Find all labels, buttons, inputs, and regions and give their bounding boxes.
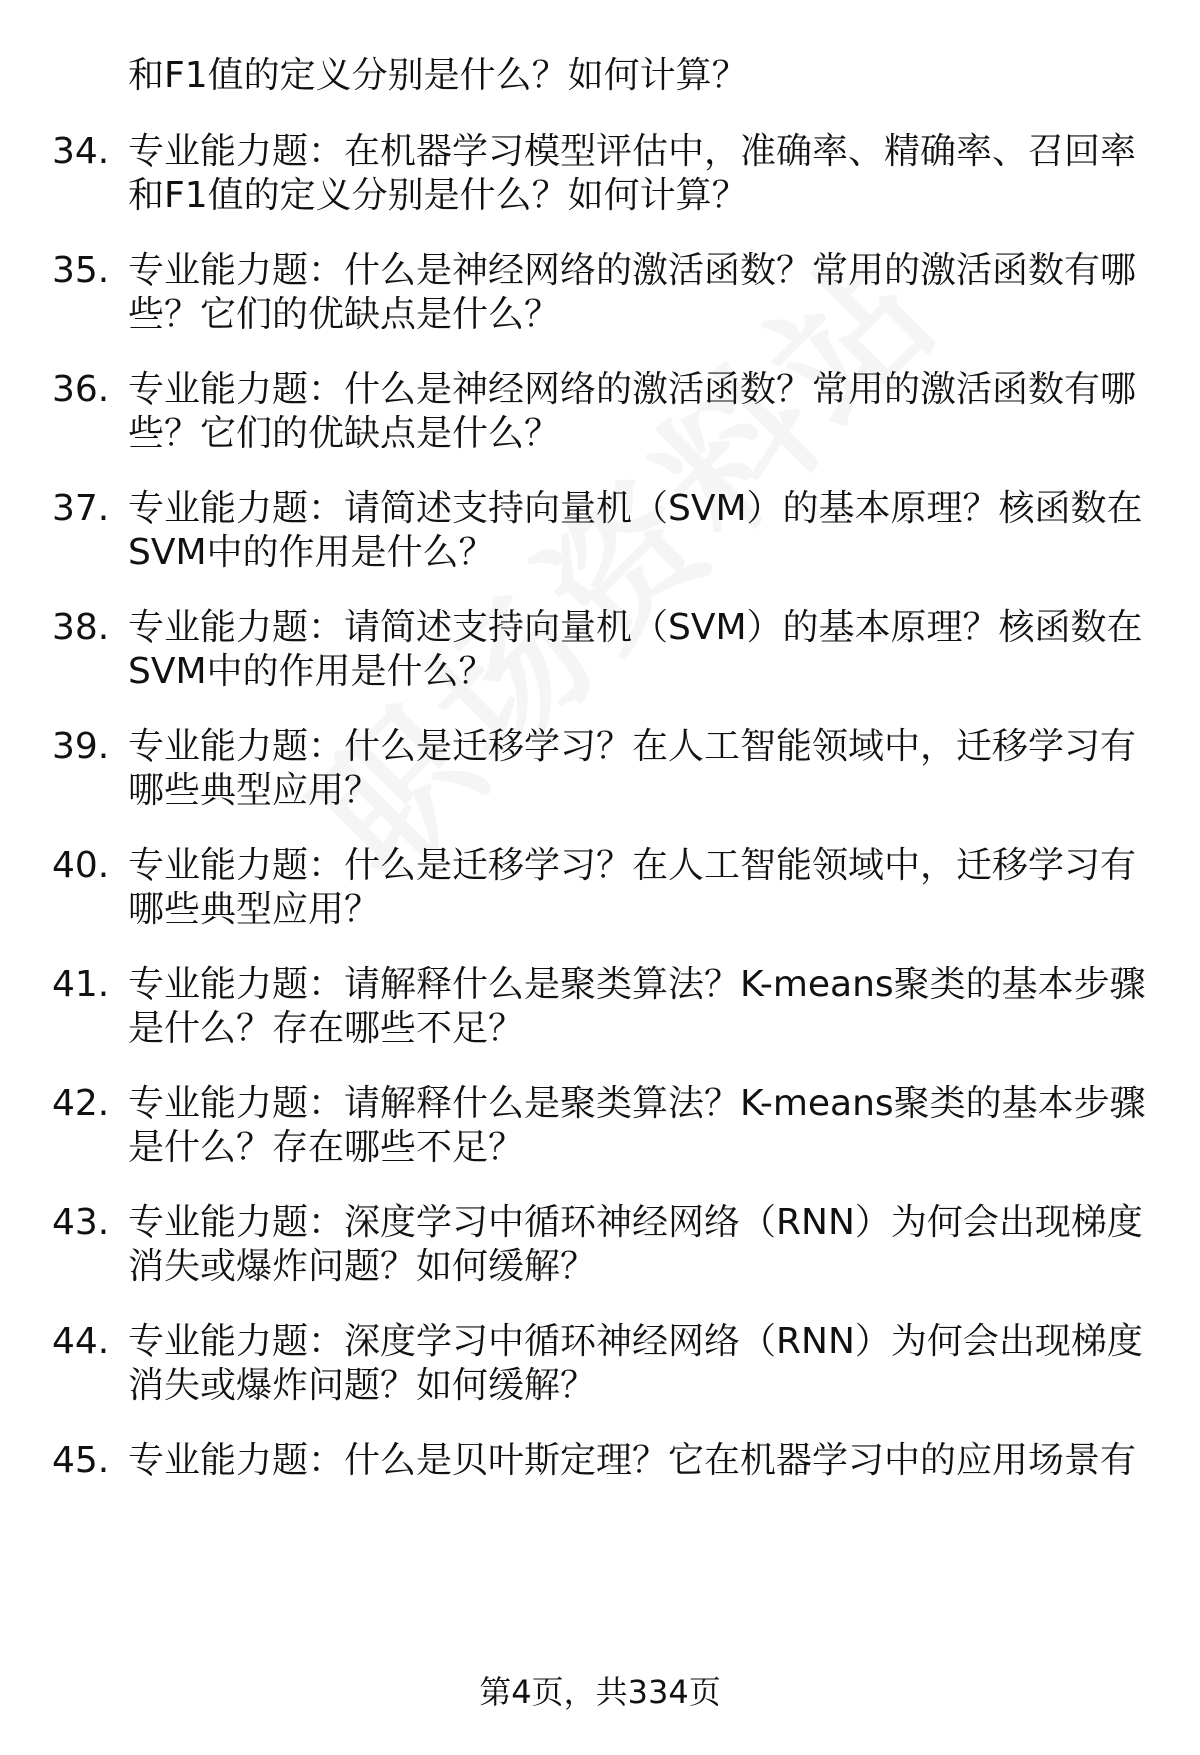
question-text-line: 是什么？存在哪些不足？	[128, 1127, 525, 1168]
question-text-line: 专业能力题：请简述支持向量机（SVM）的基本原理？核函数在	[128, 488, 1143, 529]
question-text-line: 专业能力题：什么是迁移学习？在人工智能领域中，迁移学习有	[128, 726, 1137, 767]
question-number: 39.	[52, 726, 110, 767]
question-text-line: SVM中的作用是什么？	[128, 532, 495, 573]
question-text-line: 专业能力题：请解释什么是聚类算法？K-means聚类的基本步骤	[128, 1083, 1146, 1124]
question-text-line: 专业能力题：深度学习中循环神经网络（RNN）为何会出现梯度	[128, 1321, 1143, 1362]
question-continuation-line: 和F1值的定义分别是什么？如何计算？	[128, 55, 748, 96]
question-text-line: 些？它们的优缺点是什么？	[128, 413, 561, 454]
question-text-line: 和F1值的定义分别是什么？如何计算？	[128, 175, 748, 216]
question-text-line: 专业能力题：在机器学习模型评估中，准确率、精确率、召回率	[128, 131, 1137, 172]
question-number: 43.	[52, 1202, 110, 1243]
question-number: 45.	[52, 1440, 110, 1481]
question-number: 41.	[52, 964, 110, 1005]
question-text-line: 专业能力题：什么是贝叶斯定理？它在机器学习中的应用场景有	[128, 1440, 1137, 1481]
question-number: 42.	[52, 1083, 110, 1124]
question-text-line: 专业能力题：请简述支持向量机（SVM）的基本原理？核函数在	[128, 607, 1143, 648]
question-text-line: 专业能力题：深度学习中循环神经网络（RNN）为何会出现梯度	[128, 1202, 1143, 1243]
question-text-line: 消失或爆炸问题？如何缓解？	[128, 1246, 597, 1287]
question-text-line: 些？它们的优缺点是什么？	[128, 294, 561, 335]
question-text-line: 消失或爆炸问题？如何缓解？	[128, 1365, 597, 1406]
page-number-footer: 第4页，共334页	[479, 1673, 721, 1711]
question-number: 34.	[52, 131, 110, 172]
question-text-line: 专业能力题：什么是神经网络的激活函数？常用的激活函数有哪	[128, 250, 1137, 291]
question-number: 38.	[52, 607, 110, 648]
question-text-line: SVM中的作用是什么？	[128, 651, 495, 692]
question-number: 37.	[52, 488, 110, 529]
question-text-line: 专业能力题：请解释什么是聚类算法？K-means聚类的基本步骤	[128, 964, 1146, 1005]
question-number: 40.	[52, 845, 110, 886]
question-text-line: 哪些典型应用？	[128, 770, 381, 811]
question-text-line: 专业能力题：什么是神经网络的激活函数？常用的激活函数有哪	[128, 369, 1137, 410]
question-number: 35.	[52, 250, 110, 291]
question-text-line: 哪些典型应用？	[128, 889, 381, 930]
question-text-line: 是什么？存在哪些不足？	[128, 1008, 525, 1049]
question-text-line: 专业能力题：什么是迁移学习？在人工智能领域中，迁移学习有	[128, 845, 1137, 886]
question-number: 44.	[52, 1321, 110, 1362]
question-number: 36.	[52, 369, 110, 410]
